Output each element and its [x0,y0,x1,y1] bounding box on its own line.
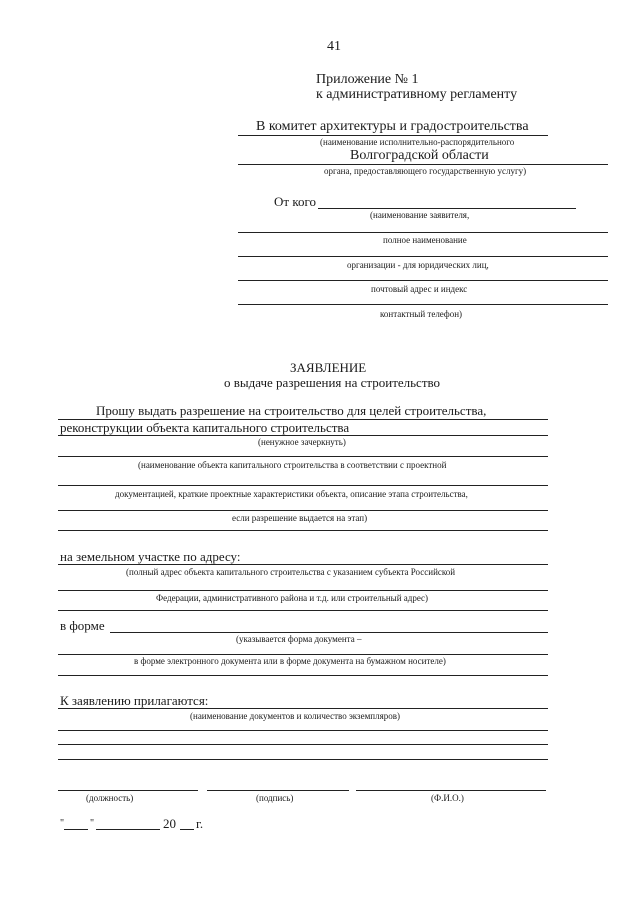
page-number: 41 [327,39,341,54]
date-quote-close: " [90,818,95,829]
applicant-line[interactable] [238,232,608,233]
signature-hint: (подпись) [256,793,294,803]
hint-address-1: (полный адрес объекта капитального строительства с указанием субъекта Российской [126,567,456,577]
address-line-3[interactable] [58,610,548,611]
date-quote-open: " [60,818,65,829]
land-label: на земельном участке по адресу: [60,549,241,564]
date-day-line[interactable] [64,829,88,830]
address-line-1[interactable] [58,564,548,565]
fio-hint: (Ф.И.О.) [431,793,464,803]
form-line-1[interactable] [110,632,548,633]
appendix-subtitle: к административному регламенту [316,87,518,102]
addressee-committee: В комитет архитектуры и градостроительства [256,119,529,134]
form-label: в форме [60,618,105,633]
hint-org: организации - для юридических лиц, [347,260,489,270]
hint-postal: почтовый адрес и индекс [371,284,468,294]
date-year-suffix: г. [196,816,204,831]
from-label: От кого [274,194,316,209]
form-line-2[interactable] [58,654,548,655]
hint-object-2: документацией, краткие проектные характеристики объекта, описание этапа строительства, [115,489,468,499]
hint-object-3: если разрешение выдается на этап) [232,513,368,523]
object-line-3[interactable] [58,510,548,511]
hint-form-1: (указывается форма документа – [236,634,362,644]
date-month-line[interactable] [96,829,160,830]
attach-line-2[interactable] [58,730,548,731]
hint-organ: органа, предоставляющего государственную услугу) [324,166,527,176]
hint-address-2: Федерации, административного района и т.д. или строительный адрес) [156,593,429,603]
date-year-prefix: 20 [163,816,176,831]
object-line-1[interactable] [58,456,548,457]
appendix-title: Приложение № 1 [316,72,419,87]
position-hint: (должность) [86,793,134,803]
statement-heading: ЗАЯВЛЕНИЕ [290,360,367,375]
hint-full-name: полное наименование [383,235,467,245]
fio-line[interactable] [356,790,546,791]
date-year-line[interactable] [180,829,194,830]
addressee-region: Волгоградской области [350,148,489,163]
org-line[interactable] [238,256,608,257]
request-line1: Прошу выдать разрешение на строительство для целей строительства, [96,403,487,418]
signature-line[interactable] [207,790,349,791]
request-line2: реконструкции объекта капитального строительства [60,420,350,435]
postal-line[interactable] [238,280,608,281]
hint-phone: контактный телефон) [380,309,463,319]
statement-subheading: о выдаче разрешения на строительство [224,375,441,390]
hint-executive: (наименование исполнительно-распорядительного [320,137,515,147]
hint-form-2: в форме электронного документа или в форме документа на бумажном носителе) [134,656,446,666]
attach-line-1[interactable] [58,708,548,709]
phone-line[interactable] [238,304,608,305]
attach-line-4[interactable] [58,759,548,760]
object-line-2[interactable] [58,485,548,486]
divider [238,135,548,136]
divider [238,164,608,165]
hint-object-1: (наименование объекта капитального строительства в соответствии с проектной [138,460,447,470]
divider [58,435,548,436]
hint-applicant: (наименование заявителя, [370,210,470,220]
hint-strike: (ненужное зачеркнуть) [258,437,346,447]
object-line-4[interactable] [58,530,548,531]
position-line[interactable] [58,790,198,791]
attach-label: К заявлению прилагаются: [60,693,209,708]
hint-attach: (наименование документов и количество экземпляров) [190,711,400,721]
from-field-line[interactable] [318,208,576,209]
attach-line-3[interactable] [58,744,548,745]
address-line-2[interactable] [58,590,548,591]
form-line-3[interactable] [58,675,548,676]
